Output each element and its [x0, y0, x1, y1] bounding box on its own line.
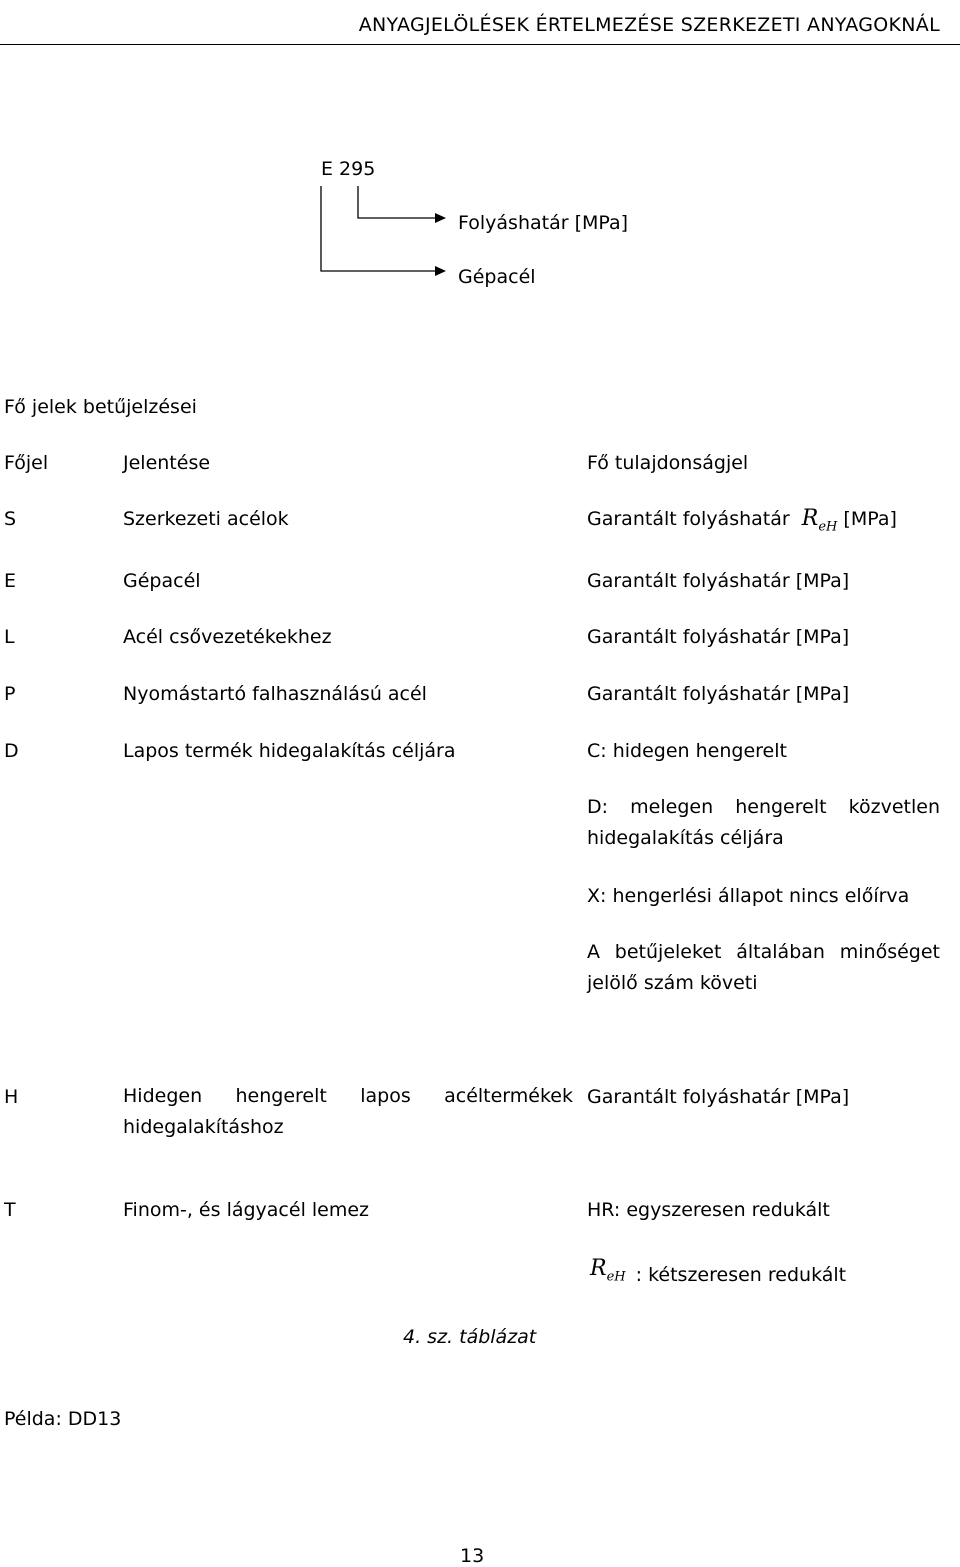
table-caption: 4. sz. táblázat: [403, 1326, 537, 1348]
reh-symbol: $R_{eH}$: [801, 506, 838, 535]
row-s-property-text: Garantált folyáshatár: [587, 508, 790, 530]
row-e-meaning: Gépacél: [123, 570, 201, 592]
row-h-property: Garantált folyáshatár [MPa]: [587, 1086, 850, 1108]
row-d-extra-2: X: hengerlési állapot nincs előírva: [587, 885, 910, 907]
row-d-extra-1: D: melegen hengerelt közvetlen hidegalakítás céljára: [587, 796, 940, 849]
row-d-meaning: Lapos termék hidegalakítás céljára: [123, 740, 456, 762]
table-header-code: Főjel: [4, 452, 49, 474]
row-d-property: C: hidegen hengerelt: [587, 740, 787, 762]
diagram-code: E 295: [321, 158, 376, 180]
arrow1-label: Folyáshatár [MPa]: [458, 212, 629, 234]
row-h-meaning: Hidegen hengerelt lapos acéltermékek hidegalakításhoz: [123, 1085, 573, 1138]
row-l-property: Garantált folyáshatár [MPa]: [587, 626, 850, 648]
row-d-code: D: [4, 740, 19, 762]
row-e-property: Garantált folyáshatár [MPa]: [587, 570, 850, 592]
row-t-extra: [590, 1256, 846, 1284]
example-text: Példa: DD13: [4, 1408, 122, 1430]
arrow-head-1: [435, 213, 446, 223]
table-header-property: Fő tulajdonságjel: [587, 452, 749, 474]
arrow-line-2: [321, 186, 435, 271]
row-t-extra-text: : kétszeresen redukált: [635, 1264, 847, 1286]
row-t-code: T: [4, 1199, 16, 1221]
row-s-code: S: [4, 508, 17, 530]
section-heading: Fő jelek betűjelzései: [4, 396, 197, 418]
row-s-property: [587, 506, 897, 534]
arrow2-label: Gépacél: [458, 266, 536, 288]
row-l-code: L: [4, 626, 15, 648]
row-p-meaning: Nyomástartó falhasználású acél: [123, 683, 427, 705]
table-header-meaning: Jelentése: [123, 452, 211, 474]
row-d-extra-3: A betűjeleket általában minőséget jelölő szám követi: [587, 941, 940, 994]
row-t-meaning: Finom-, és lágyacél lemez: [123, 1199, 370, 1221]
row-e-code: E: [4, 570, 17, 592]
row-p-code: P: [4, 683, 16, 705]
row-l-meaning: Acél csővezetékekhez: [123, 626, 332, 648]
arrow-head-2: [435, 266, 446, 276]
row-s-meaning: Szerkezeti acélok: [123, 508, 289, 530]
page-number: 13: [460, 1545, 485, 1567]
row-h-code: H: [4, 1086, 19, 1108]
row-s-property-unit: [MPa]: [843, 508, 897, 530]
arrow-line-1: [358, 186, 435, 218]
reh-symbol-2: $R_{eH}$: [590, 1256, 626, 1285]
row-p-property: Garantált folyáshatár [MPa]: [587, 683, 850, 705]
page-header-title: ANYAGJELÖLÉSEK ÉRTELMEZÉSE SZERKEZETI ANYAGOKNÁL: [358, 14, 940, 36]
row-t-property: HR: egyszeresen redukált: [587, 1199, 830, 1221]
